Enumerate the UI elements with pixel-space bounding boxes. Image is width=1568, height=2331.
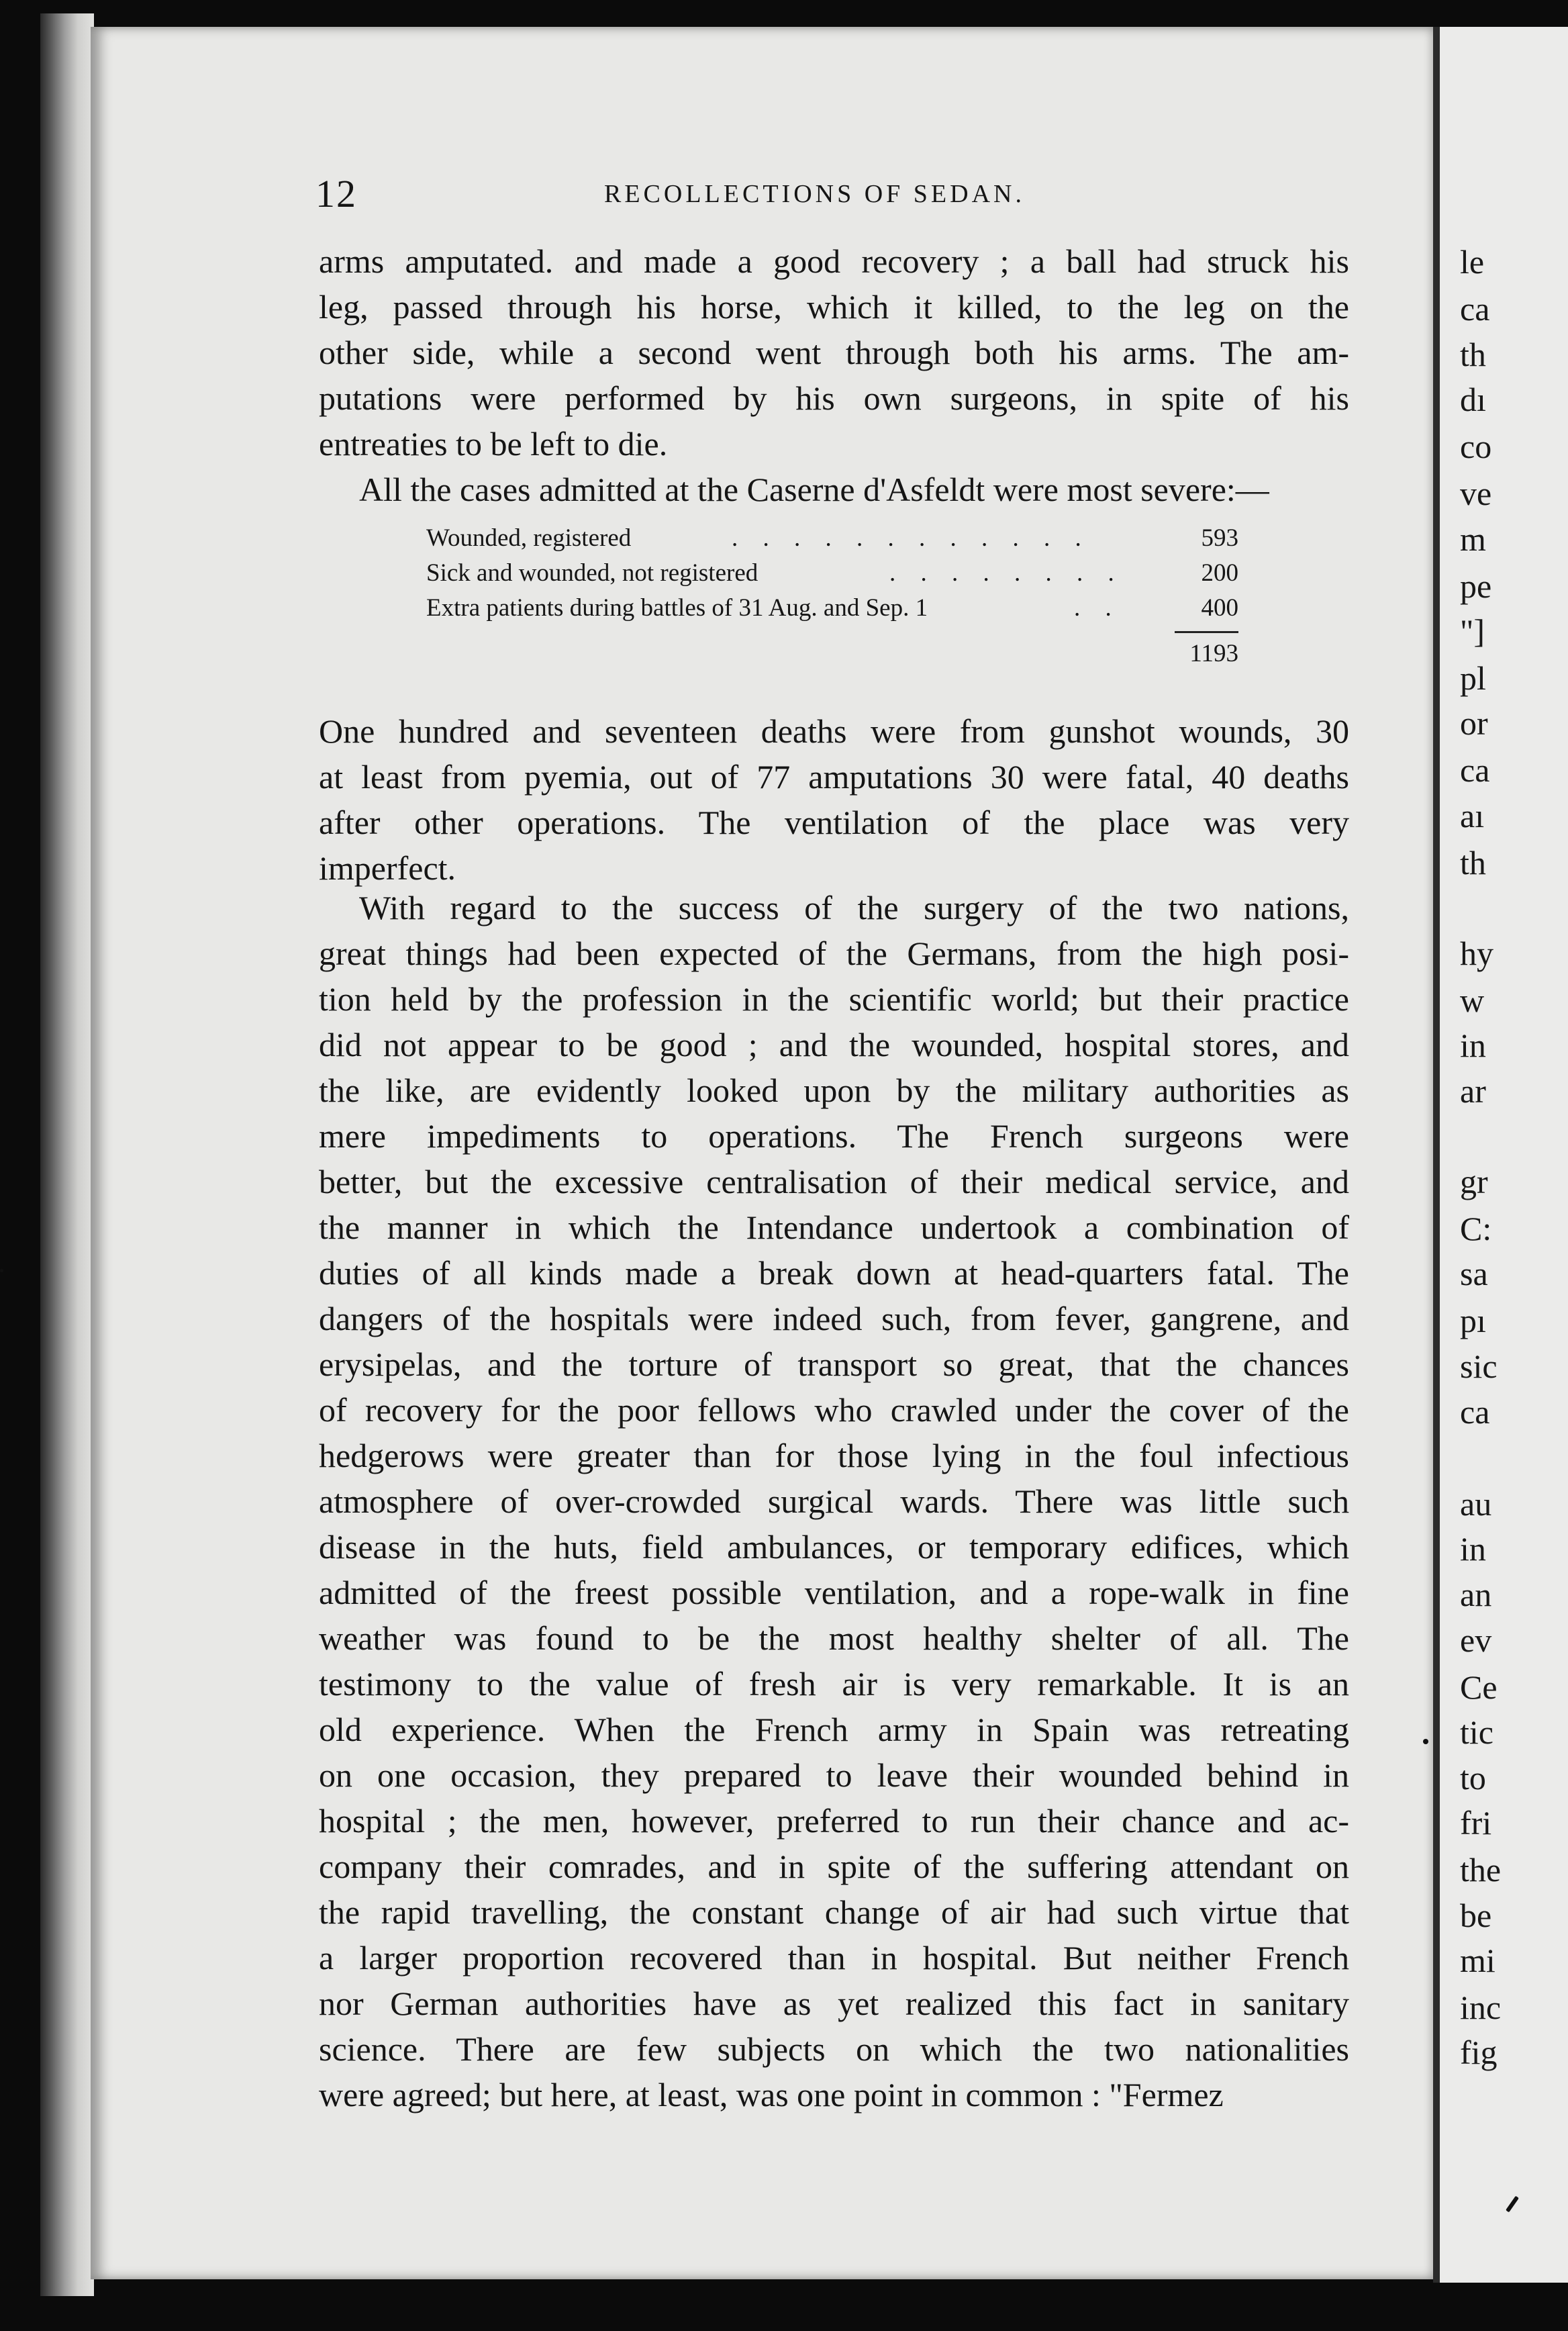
text-line: hedgerows were greater than for those lying in the foul infectious (319, 1437, 1349, 1474)
adjacent-page-fragment: hy (1460, 935, 1493, 972)
paragraph-3 (319, 885, 1349, 2118)
text-line: entreaties to be left to die. (319, 425, 668, 463)
text-line: old experience. When the French army in Spain was retreating (319, 1711, 1349, 1748)
adjacent-page-fragment: dı (1460, 381, 1486, 418)
adjacent-page-fragment: the (1460, 1851, 1502, 1889)
text-line: leg, passed through his horse, which it killed, to the leg on the (319, 288, 1349, 326)
adjacent-page-fragment: aı (1460, 797, 1485, 835)
table-row-label: Extra patients during battles of 31 Aug. and Sep. 1 (426, 594, 928, 622)
adjacent-page-fragment: mi (1460, 1942, 1496, 1979)
text-line: admitted of the freest possible ventilation, and a rope-walk in fine (319, 1574, 1349, 1611)
adjacent-page-fragment: tic (1460, 1713, 1493, 1751)
text-line: One hundred and seventeen deaths were from gunshot wounds, 30 (319, 712, 1349, 750)
adjacent-page-fragment: ca (1460, 290, 1490, 328)
adjacent-page-fragment: pl (1460, 659, 1486, 697)
adjacent-page-fragment: "] (1460, 612, 1485, 650)
page-number: 12 (315, 172, 357, 216)
table-row-value: 400 (1201, 594, 1238, 622)
running-title: RECOLLECTIONS OF SEDAN. (604, 180, 1025, 208)
text-line: were agreed; but here, at least, was one point in common : "Fermez (319, 2076, 1224, 2113)
paragraph-2 (319, 708, 1349, 891)
text-line: testimony to the value of fresh air is very remarkable. It is an (319, 1665, 1349, 1703)
text-line: after other operations. The ventilation of the place was very (319, 804, 1349, 841)
page-header (315, 171, 1353, 218)
adjacent-page-fragment: gr (1460, 1163, 1488, 1200)
adjacent-page-fragment: Ce (1460, 1668, 1498, 1706)
table-row-value: 200 (1201, 559, 1238, 587)
text-line: hospital ; the men, however, preferred to run their chance and ac- (319, 1802, 1349, 1840)
leader-dots: . . . . . . . . (889, 559, 1124, 587)
table-row (426, 524, 1238, 559)
text-line: dangers of the hospitals were indeed such, from fever, gangrene, and (319, 1300, 1349, 1337)
text-line: a larger proportion recovered than in hospital. But neither French (319, 1939, 1349, 1977)
text-line: putations were performed by his own surgeons, in spite of his (319, 379, 1349, 417)
text-line: weather was found to be the most healthy shelter of all. The (319, 1619, 1349, 1657)
adjacent-page-fragment: ev (1460, 1621, 1492, 1659)
adjacent-page-fragment: w (1460, 982, 1485, 1019)
text-line: nor German authorities have as yet realized this fact in sanitary (319, 1985, 1349, 2022)
text-line: erysipelas, and the torture of transport so great, that the chances (319, 1345, 1349, 1383)
adjacent-page-fragment: or (1460, 704, 1488, 742)
adjacent-page-fragment: au (1460, 1485, 1492, 1523)
text-line: atmosphere of over-crowded surgical wards. There was little such (319, 1482, 1349, 1520)
adjacent-page-fragment: ar (1460, 1072, 1486, 1110)
text-line: mere impediments to operations. The French surgeons were (319, 1117, 1349, 1155)
adjacent-page-fragment: ca (1460, 751, 1490, 789)
text-line: With regard to the success of the surgery of the two nations, (359, 889, 1349, 926)
scan-speck (0, 1269, 3, 1272)
table-row-value: 593 (1201, 524, 1238, 552)
text-line: duties of all kinds made a break down at head-quarters fatal. The (319, 1254, 1349, 1292)
adjacent-page-fragment: sa (1460, 1255, 1488, 1292)
table-row (426, 559, 1238, 593)
adjacent-page-fragment: inc (1460, 1989, 1502, 2026)
adjacent-page-fragment: sic (1460, 1347, 1498, 1385)
text-line: of recovery for the poor fellows who crawled under the cover of the (319, 1391, 1349, 1429)
text-line: the like, are evidently looked upon by the military authorities as (319, 1072, 1349, 1109)
adjacent-page-fragment: th (1460, 844, 1486, 882)
adjacent-page-strip (1433, 27, 1568, 2283)
text-line: the manner in which the Intendance undertook a combination of (319, 1208, 1349, 1246)
text-line: science. There are few subjects on which the two nationalities (319, 2030, 1349, 2068)
table-intro-line: All the cases admitted at the Caserne d'Asfeldt were most severe:— (359, 471, 1269, 508)
adjacent-page-fragment: an (1460, 1576, 1492, 1613)
text-line: other side, while a second went through both his arms. The am- (319, 334, 1349, 371)
adjacent-page-fragment: ve (1460, 475, 1492, 512)
text-line: arms amputated. and made a good recovery ; a ball had struck his (319, 242, 1349, 280)
leader-dots: . . (1074, 594, 1121, 622)
adjacent-page-fragment: be (1460, 1897, 1492, 1934)
text-line: at least from pyemia, out of 77 amputations 30 were fatal, 40 deaths (319, 758, 1349, 796)
text-line: company their comrades, and in spite of the suffering attendant on (319, 1848, 1349, 1885)
text-line: disease in the huts, field ambulances, or temporary edifices, which (319, 1528, 1349, 1566)
text-line: tion held by the profession in the scientific world; but their practice (319, 980, 1349, 1018)
text-line: better, but the excessive centralisation of their medical service, and (319, 1163, 1349, 1200)
table-total: 1193 (1189, 640, 1238, 667)
adjacent-page-fragment: in (1460, 1530, 1486, 1568)
adjacent-page-fragment: m (1460, 520, 1486, 558)
adjacent-page-fragment: co (1460, 428, 1492, 465)
table-row-label: Sick and wounded, not registered (426, 559, 758, 587)
text-line: great things had been expected of the Germans, from the high posi- (319, 935, 1349, 972)
book-gutter-edge (40, 13, 94, 2296)
text-line: did not appear to be good ; and the wounded, hospital stores, and (319, 1026, 1349, 1063)
adjacent-page-fragment: fri (1460, 1804, 1492, 1842)
adjacent-page-fragment: le (1460, 243, 1485, 281)
table-intro (319, 467, 1349, 512)
paragraph-1 (319, 238, 1349, 467)
adjacent-page-fragment: pe (1460, 567, 1492, 605)
sum-rule (1175, 631, 1238, 633)
text-line: on one occasion, they prepared to leave their wounded behind in (319, 1756, 1349, 1794)
table-row-label: Wounded, registered (426, 524, 632, 552)
text-line: imperfect. (319, 849, 456, 887)
casualty-table (426, 524, 1238, 667)
adjacent-page-fragment: fig (1460, 2034, 1498, 2071)
leader-dots: . . . . . . . . . . . . (732, 524, 1091, 552)
table-row (426, 593, 1238, 628)
adjacent-page-fragment: C: (1460, 1210, 1492, 1247)
adjacent-page-fragment: ca (1460, 1393, 1490, 1431)
adjacent-page-fragment: pı (1460, 1302, 1486, 1339)
adjacent-page-fragment: th (1460, 336, 1486, 373)
text-line: the rapid travelling, the constant change of air had such virtue that (319, 1893, 1349, 1931)
scan-speck (1423, 1739, 1428, 1744)
adjacent-page-fragment: in (1460, 1027, 1486, 1064)
adjacent-page-fragment: to (1460, 1759, 1486, 1797)
